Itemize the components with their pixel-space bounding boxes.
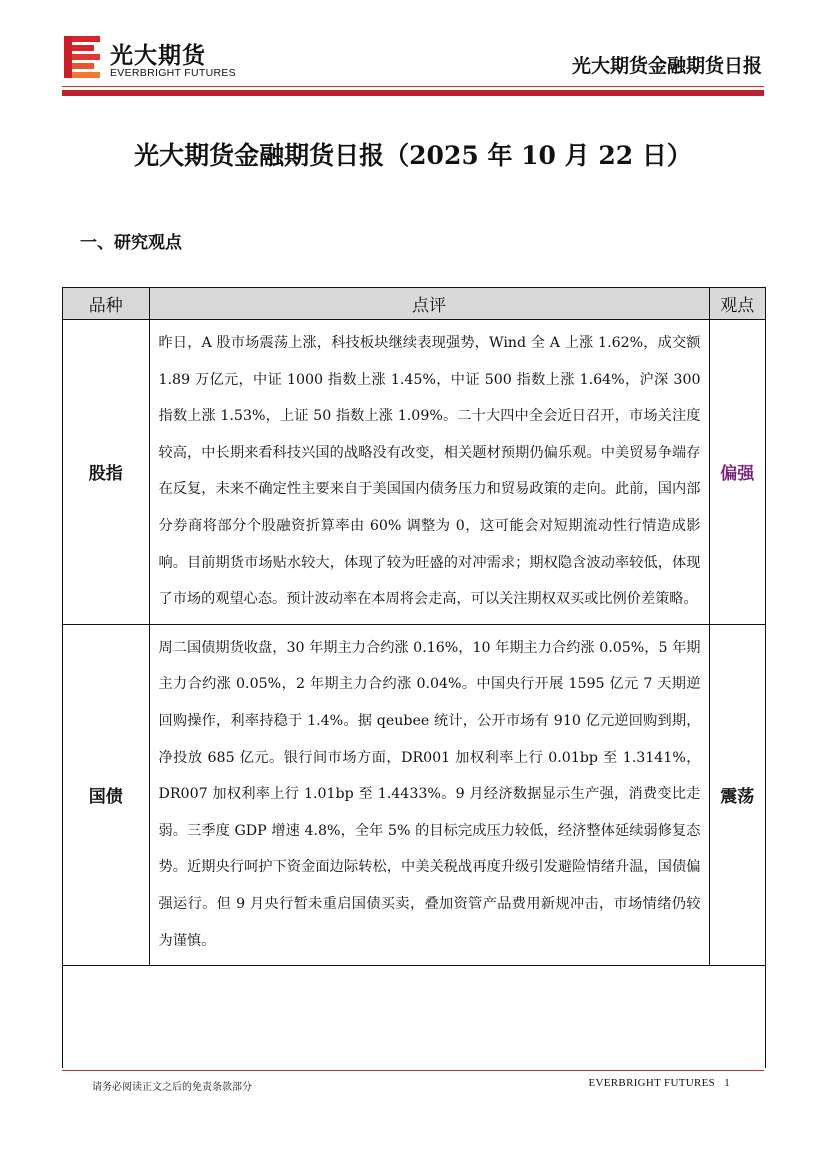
- column-header-variety: 品种: [63, 288, 149, 320]
- column-header-view: 观点: [709, 288, 765, 320]
- logo-english-name: EVERBRIGHT FUTURES: [110, 67, 236, 79]
- footer-company-page: [589, 1077, 730, 1089]
- footer-company: EVERBRIGHT FUTURES: [588, 1077, 716, 1089]
- row-view: 震荡: [709, 624, 765, 965]
- page-header: [0, 0, 826, 100]
- page-number: 1: [724, 1077, 730, 1089]
- row-variety: 国债: [63, 624, 149, 965]
- footer-disclaimer: 请务必阅读正文之后的免责条款部分: [92, 1082, 252, 1093]
- column-header-comment: 点评: [149, 288, 709, 320]
- header-divider-thin: [62, 86, 764, 87]
- company-logo: [64, 36, 264, 82]
- header-report-name: 光大期货金融期货日报: [571, 55, 762, 77]
- header-divider-thick: [62, 90, 764, 96]
- row-comment: 周二国债期货收盘，30 年期主力合约涨 0.16%，10 年期主力合约涨 0.05%，5 年期主力合约涨 0.05%，2 年期主力合约涨 0.04%。中国央行开展 1595 亿元 7 天期逆回购操作，利率持稳于 1.4%。据 qeubee 统计，公开市场有 910 亿元逆回购到期，净投放 685 亿元。银行间市场方面，DR001 加权利率上行 0.01bp 至 1.3141%，DR007 加权利率上行 1.01bp 至 1.4433%。9 月经济数据显示生产强，消费变比走弱。三季度 GDP 增速 4.8%，全年 5% 的目标完成压力较低，经济整体延续弱修复态势。近期央行呵护下资金面边际转松，中美关税战再度升级引发避险情绪升温，国债偏强运行。但 9 月央行暂未重启国债买卖，叠加资管产品费用新规冲击，市场情绪仍较为谨慎。: [149, 624, 709, 965]
- row-view: 偏强: [709, 320, 765, 625]
- table-row: [63, 320, 765, 625]
- logo-chinese-name: 光大期货: [110, 43, 206, 69]
- section-heading: 一、研究观点: [80, 233, 182, 253]
- research-view-table: [62, 287, 766, 1068]
- document-title: 光大期货金融期货日报（2025 年 10 月 22 日）: [134, 141, 692, 170]
- row-comment: 昨日，A 股市场震荡上涨，科技板块继续表现强势，Wind 全 A 上涨 1.62%，成交额 1.89 万亿元，中证 1000 指数上涨 1.45%，中证 500 指数上涨 1.64%，沪深 300 指数上涨 1.53%，上证 50 指数上涨 1.09%。二十大四中全会近日召开，市场关注度较高，中长期来看科技兴国的战略没有改变，相关题材预期仍偏乐观。中美贸易争端存在反复，未来不确定性主要来自于美国国内债务压力和贸易政策的走向。此前，国内部分券商将部分个股融资折算率由 60% 调整为 0，这可能会对短期流动性行情造成影响。目前期货市场贴水较大，体现了较为旺盛的对冲需求；期权隐含波动率较低，体现了市场的观望心态。预计波动率在本周将会走高，可以关注期权双买或比例价差策略。: [149, 320, 709, 625]
- table-row: [63, 624, 765, 965]
- table-header-row: [63, 288, 765, 320]
- footer-divider: [62, 1070, 764, 1071]
- row-variety: 股指: [63, 320, 149, 625]
- everbright-logo-icon: [64, 36, 100, 80]
